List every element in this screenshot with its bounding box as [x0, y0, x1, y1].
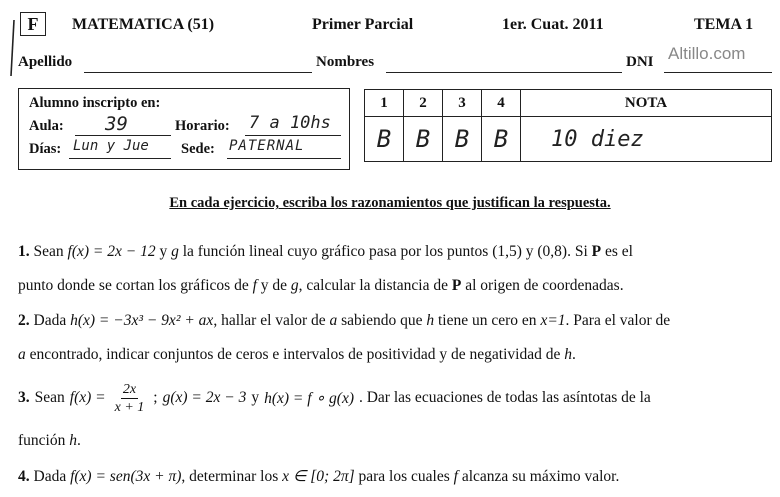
e3-l2-end: .	[76, 432, 81, 449]
exercise-1-line-2	[18, 277, 624, 295]
e2-l2-a: a	[18, 346, 26, 363]
e4-x-domain: x ∈ [0; 2π]	[282, 468, 355, 485]
nota-header: NOTA	[521, 90, 772, 117]
nombres-field[interactable]	[386, 56, 622, 73]
e4-text-a: Dada	[33, 468, 67, 485]
e4-f: f	[453, 468, 458, 485]
e1-l2-P: P	[451, 277, 462, 294]
exercise-1-line-1	[18, 243, 633, 261]
e1-P: P	[591, 243, 602, 260]
e2-h: h	[426, 312, 435, 329]
form-letter-box: F	[20, 12, 46, 36]
grade-header-row	[365, 90, 772, 117]
e2-l2-b: encontrado, indicar conjuntos de ceros e intervalos de positividad y de negatividad de	[29, 346, 561, 363]
e3-text-b: ;	[153, 389, 158, 406]
e2-l2-h: h	[564, 346, 572, 363]
e3-fraction	[113, 381, 147, 416]
e2-a: a	[329, 312, 338, 329]
e1-text-d: es el	[604, 243, 633, 260]
term-label: 1er. Cuat. 2011	[502, 16, 604, 33]
e3-fraction-numerator: 2x	[122, 381, 137, 397]
grade-value-1: B	[365, 117, 404, 162]
apellido-field[interactable]	[84, 56, 312, 73]
e1-l2-c: , calcular la distancia de	[298, 277, 448, 294]
nombres-label: Nombres	[316, 54, 375, 70]
pen-stroke-mark	[10, 18, 16, 78]
instructions: En cada ejercicio, escriba los razonamientos que justifican la respuesta.	[169, 195, 611, 211]
e1-formula-f: f(x) = 2x − 12	[67, 243, 156, 260]
e3-formula-g: g(x) = 2x − 3	[162, 389, 247, 406]
e2-text-d: tiene un cero en	[438, 312, 537, 329]
e1-l2-g: g	[290, 277, 299, 294]
grade-table	[364, 89, 772, 162]
e3-l2-a: función	[18, 432, 66, 449]
exercise-4-line-1	[18, 467, 619, 486]
e1-text-b: y	[159, 243, 168, 260]
e3-l2-h: h	[69, 432, 77, 449]
tema-label: TEMA 1	[694, 16, 754, 33]
e3-text-c: y	[251, 389, 260, 406]
e3-text-d: . Dar las ecuaciones de todas las asíntotas de la	[358, 389, 651, 406]
grade-value-row	[365, 117, 772, 162]
enrollment-title: Alumno inscripto en:	[29, 95, 161, 111]
exercise-4-number: 4.	[18, 468, 30, 485]
dias-label: Días:	[29, 141, 62, 157]
dni-label: DNI	[626, 54, 654, 70]
grade-col-1: 1	[365, 90, 404, 117]
exercise-2-line-1	[18, 312, 670, 330]
grade-col-3: 3	[443, 90, 482, 117]
exercise-2-line-2	[18, 346, 576, 364]
e3-fraction-denominator: x + 1	[114, 399, 145, 415]
exercise-3-line-2	[18, 432, 81, 450]
e2-text-e: . Para el valor de	[565, 312, 671, 329]
e3-text-a: Sean	[34, 389, 65, 406]
exercise-2-number: 2.	[18, 312, 30, 329]
e1-l2-d: al origen de coordenadas.	[465, 277, 624, 294]
e1-text-a: Sean	[33, 243, 64, 260]
exercise-3-line-1	[18, 378, 651, 418]
watermark: Altillo.com	[668, 44, 746, 63]
e3-f-lhs: f(x) =	[69, 389, 106, 406]
e2-text-a: Dada	[33, 312, 67, 329]
dias-value: Lun y Jue	[73, 138, 149, 154]
e2-formula-h: h(x) = −3x³ − 9x² + ax	[70, 312, 214, 329]
e2-text-c: sabiendo que	[341, 312, 423, 329]
horario-value: 7 a 10hs	[249, 113, 331, 133]
aula-value: 39	[105, 113, 128, 135]
dni-field[interactable]	[664, 56, 772, 73]
e1-text-c: la función lineal cuyo gráfico pasa por los puntos (1,5) y (0,8). Si	[182, 243, 588, 260]
e4-text-c: para los cuales	[358, 468, 450, 485]
e1-l2-a: punto donde se cortan los gráficos de	[18, 277, 249, 294]
exercise-3-number: 3.	[18, 389, 30, 406]
e4-text-b: , determinar los	[181, 468, 279, 485]
e4-text-d: alcanza su máximo valor.	[461, 468, 620, 485]
e1-g: g	[171, 243, 179, 260]
nota-value: 10 diez	[521, 117, 772, 162]
e2-x: x=1	[540, 312, 566, 329]
e2-text-b: , hallar el valor de	[213, 312, 326, 329]
grade-col-2: 2	[404, 90, 443, 117]
exercise-1-number: 1.	[18, 243, 30, 260]
grade-col-4: 4	[482, 90, 521, 117]
grade-value-3: B	[443, 117, 482, 162]
sede-value: PATERNAL	[229, 138, 305, 154]
enrollment-box	[18, 88, 350, 170]
grade-value-4: B	[482, 117, 521, 162]
subject-title: MATEMATICA (51)	[72, 16, 215, 33]
grade-value-2: B	[404, 117, 443, 162]
e4-formula-f: f(x) = sen(3x + π)	[70, 468, 182, 485]
horario-label: Horario:	[175, 118, 230, 134]
apellido-label: Apellido	[18, 54, 73, 70]
e1-l2-f: f	[252, 277, 257, 294]
aula-label: Aula:	[29, 118, 64, 134]
sede-label: Sede:	[181, 141, 215, 157]
exam-title: Primer Parcial	[312, 16, 414, 33]
e1-l2-b: y de	[260, 277, 288, 294]
e3-formula-h: h(x) = f ∘ g(x)	[264, 389, 354, 407]
e2-l2-end: .	[571, 346, 576, 363]
